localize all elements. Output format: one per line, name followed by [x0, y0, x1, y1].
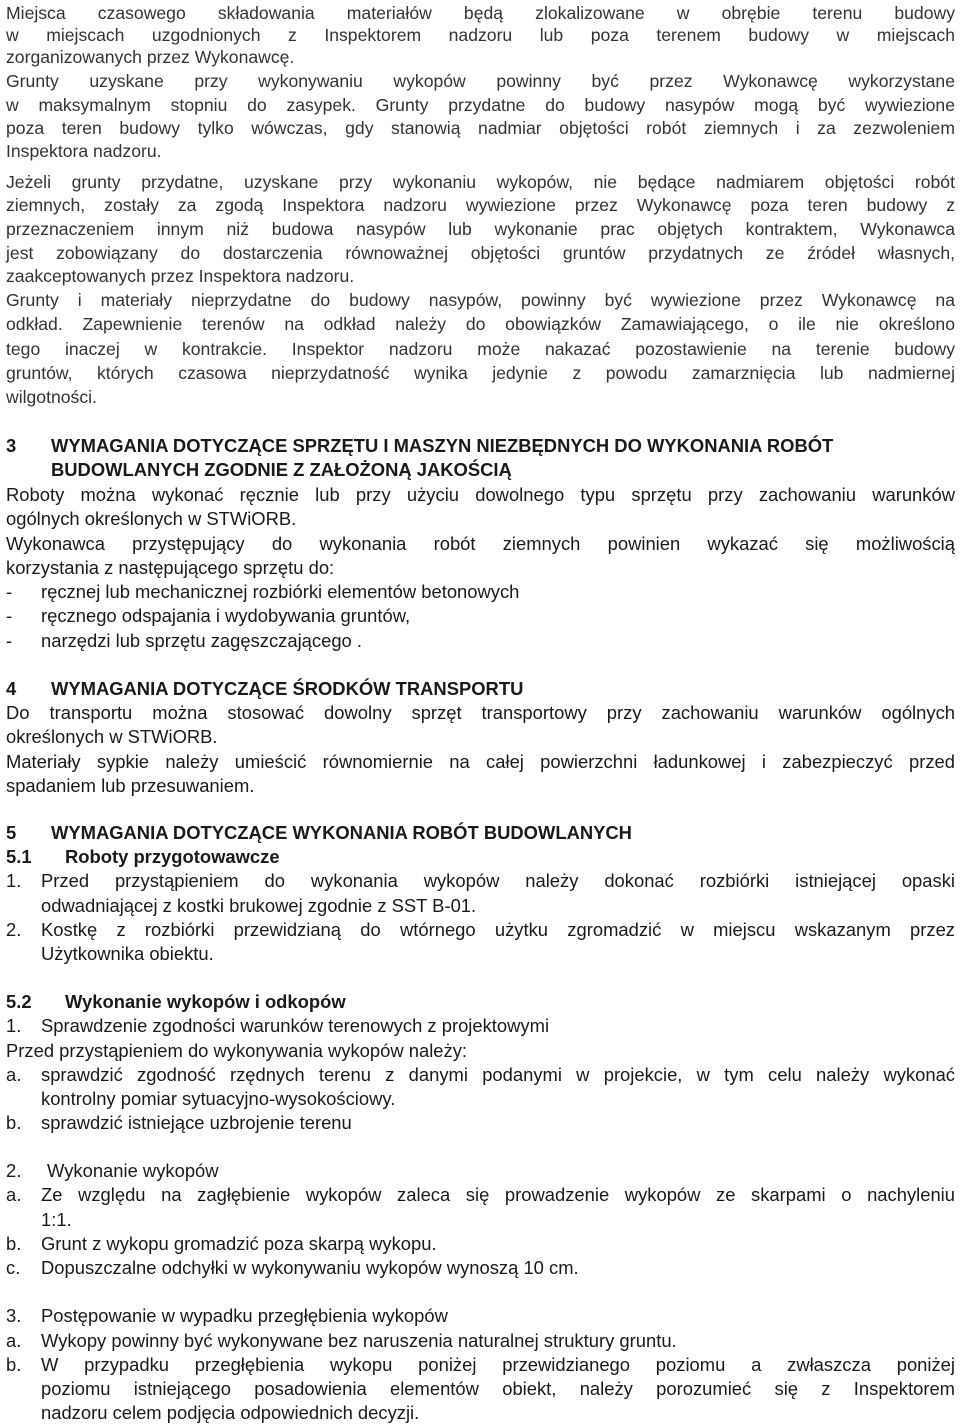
intro-line: jest zobowiązany do dostarczenia równoważnej objętości gruntów przydatnych ze źródeł własnych,	[6, 243, 955, 263]
intro-line: w miejscach uzgodnionych z Inspektorem nadzoru lub poza terenem budowy w miejscach	[6, 25, 955, 45]
list-letter: b.	[6, 1354, 22, 1375]
list-letter: a.	[6, 1064, 22, 1085]
list-letter: a.	[6, 1330, 22, 1351]
intro-line: gruntów, których czasowa nieprzydatność wynika jedynie z powodu zamarznięcia lub nadmiernej	[6, 363, 955, 383]
list-number: 2.	[6, 919, 22, 940]
list-letter: a.	[6, 1184, 22, 1205]
list-item: Sprawdzenie zgodności warunków terenowych z projektowymi	[41, 1015, 550, 1036]
list-item: ręcznej lub mechanicznej rozbiórki elementów betonowych	[41, 581, 520, 602]
subsection-number: 5.1	[6, 846, 32, 867]
paragraph-line: określonych w STWiORB.	[6, 726, 218, 747]
intro-line: zaakceptowanych przez Inspektora nadzoru.	[6, 266, 355, 286]
intro-line: odkład. Zapewnienie terenów na odkład należy do obowiązków Zamawiającego, o ile nie określono	[6, 314, 955, 334]
subsection-number: 5.2	[6, 991, 32, 1012]
intro-line: zorganizowanych przez Wykonawcę.	[6, 47, 295, 67]
intro-line: poza teren budowy tylko wówczas, gdy stanowią nadmiar objętości robót ziemnych i za zezwoleniem	[6, 118, 955, 138]
section-heading: WYMAGANIA DOTYCZĄCE WYKONANIA ROBÓT BUDOWLANYCH	[51, 822, 632, 843]
list-item: sprawdzić zgodność rzędnych terenu z danymi podanymi w projekcie, w tym celu należy wykonać	[41, 1064, 955, 1085]
list-item: narzędzi lub sprzętu zagęszczającego .	[41, 630, 362, 651]
list-letter: b.	[6, 1112, 22, 1133]
list-item: ręcznego odspajania i wydobywania gruntów,	[41, 605, 411, 626]
list-item: Wykopy powinny być wykonywane bez naruszenia naturalnej struktury gruntu.	[41, 1330, 677, 1351]
list-item: Ze względu na zagłębienie wykopów zaleca się prowadzenie wykopów ze skarpami o nachyleniu	[41, 1184, 955, 1205]
list-number: 1.	[6, 1015, 22, 1036]
intro-line: Inspektora nadzoru.	[6, 141, 162, 161]
list-bullet: -	[6, 630, 13, 651]
list-bullet: -	[6, 605, 13, 626]
list-item: Przed przystąpieniem do wykonania wykopów należy dokonać rozbiórki istniejącej opaski	[41, 870, 955, 891]
section-heading: WYMAGANIA DOTYCZĄCE ŚRODKÓW TRANSPORTU	[51, 678, 524, 699]
paragraph-line: Materiały sypkie należy umieścić równomiernie na całej powierzchni ładunkowej i zabezpieczyć przed	[6, 751, 955, 772]
list-item: poziomu istniejącego posadowienia elementów obiekt, należy porozumieć się z Inspektorem	[41, 1378, 955, 1399]
intro-line: ziemnych, zostały za zgodą Inspektora nadzoru wywiezione przez Wykonawcę poza teren budowy z	[6, 195, 955, 215]
list-item: odwadniającej z kostki brukowej zgodnie z SST B-01.	[41, 895, 477, 916]
paragraph-line: korzystania z następującego sprzętu do:	[6, 557, 335, 578]
paragraph-line: Roboty można wykonać ręcznie lub przy użyciu dowolnego typu sprzętu przy zachowaniu warunków	[6, 484, 955, 505]
paragraph-line: Do transportu można stosować dowolny sprzęt transportowy przy zachowaniu warunków ogólnych	[6, 702, 955, 723]
list-item: nadzoru celem podjęcia odpowiednich decyzji.	[41, 1402, 420, 1423]
paragraph-line: ogólnych określonych w STWiORB.	[6, 508, 297, 529]
paragraph-line: Wykonawca przystępujący do wykonania robót ziemnych powinien wykazać się możliwością	[6, 533, 955, 554]
intro-line: Grunty uzyskane przy wykonywaniu wykopów powinny być przez Wykonawcę wykorzystane	[6, 71, 955, 91]
section-number: 5	[6, 822, 17, 843]
intro-line: Jeżeli grunty przydatne, uzyskane przy wykonaniu wykopów, nie będące nadmiarem objętości robót	[6, 172, 955, 192]
paragraph-line: Przed przystąpieniem do wykonywania wykopów należy:	[6, 1040, 468, 1061]
list-number: 3.	[6, 1305, 22, 1326]
section-heading: WYMAGANIA DOTYCZĄCE SPRZĘTU I MASZYN NIEZBĘDNYCH DO WYKONANIA ROBÓT	[51, 435, 834, 456]
subsection-heading: Wykonanie wykopów i odkopów	[65, 991, 346, 1012]
list-number: 2.	[6, 1160, 22, 1181]
list-item: Kostkę z rozbiórki przewidzianą do wtórnego użytku zgromadzić w miejscu wskazanym przez	[41, 919, 955, 940]
list-item: Grunt z wykopu gromadzić poza skarpą wykopu.	[41, 1233, 437, 1254]
intro-line: Grunty i materiały nieprzydatne do budowy nasypów, powinny być wywiezione przez Wykonawcę na	[6, 290, 955, 310]
intro-line: tego inaczej w kontrakcie. Inspektor nadzoru może nakazać pozostawienie na terenie budowy	[6, 339, 955, 359]
intro-line: w maksymalnym stopniu do zasypek. Grunty przydatne do budowy nasypów mogą być wywiezione	[6, 95, 955, 115]
intro-line: przeznaczeniem innym niż budowa nasypów lub wykonanie prac objętych kontraktem, Wykonawca	[6, 219, 955, 239]
list-letter: b.	[6, 1233, 22, 1254]
list-bullet: -	[6, 581, 13, 602]
list-item: Postępowanie w wypadku przegłębienia wykopów	[41, 1305, 448, 1326]
section-number: 4	[6, 678, 17, 699]
list-item: sprawdzić istniejące uzbrojenie terenu	[41, 1112, 352, 1133]
list-number: 1.	[6, 870, 22, 891]
list-item: Wykonanie wykopów	[47, 1160, 219, 1181]
list-item: kontrolny pomiar sytuacyjno-wysokościowy.	[41, 1088, 396, 1109]
intro-line: Miejsca czasowego składowania materiałów będą zlokalizowane w obrębie terenu budowy	[6, 3, 955, 23]
list-item: W przypadku przegłębienia wykopu poniżej przewidzianego poziomu a zwłaszcza poniżej	[41, 1354, 955, 1375]
list-item: Dopuszczalne odchyłki w wykonywaniu wykopów wynoszą 10 cm.	[41, 1257, 579, 1278]
section-number: 3	[6, 435, 17, 456]
list-item: 1:1.	[41, 1209, 72, 1230]
intro-line: wilgotności.	[6, 387, 97, 407]
list-item: Użytkownika obiektu.	[41, 943, 214, 964]
paragraph-line: spadaniem lub przesuwaniem.	[6, 775, 255, 796]
section-heading: BUDOWLANYCH ZGODNIE Z ZAŁOŻONĄ JAKOŚCIĄ	[51, 459, 512, 480]
list-letter: c.	[6, 1257, 21, 1278]
subsection-heading: Roboty przygotowawcze	[65, 846, 280, 867]
